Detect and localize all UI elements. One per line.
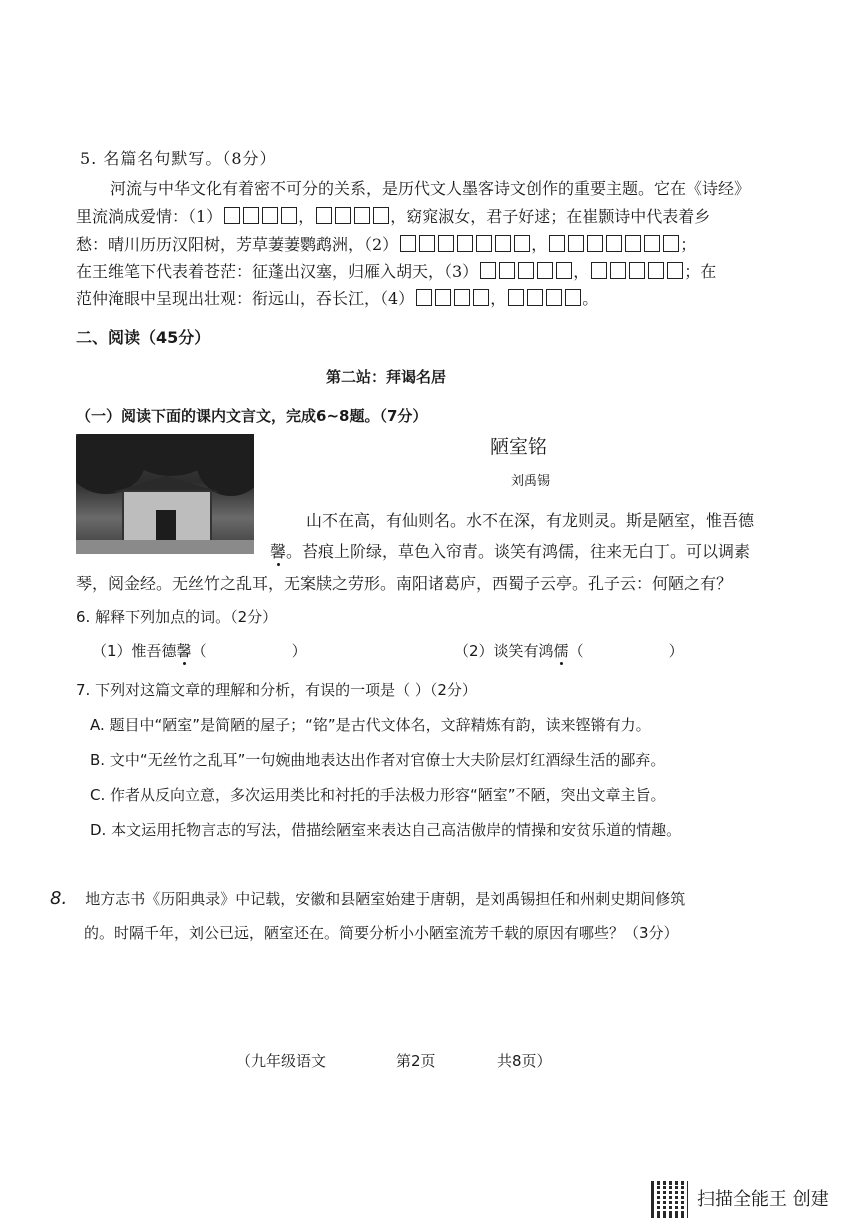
question-6-stem: 6. 解释下列加点的词。（2分）	[76, 608, 278, 626]
poem-title: 陋室铭	[490, 436, 548, 458]
q5-line-2: 里流淌成爱情：（1） ， ，窈窕淑女，君子好逑；在崔颢诗中代表着乡	[76, 207, 711, 226]
poem-author: 刘禹锡	[511, 474, 551, 489]
qr-code-icon	[651, 1181, 688, 1218]
question-7-option-d: D. 本文运用托物言志的写法，借描绘陋室来表达自己高洁傲岸的情操和安贫乐道的情趣。	[90, 821, 682, 839]
footer-page: 第2页	[396, 1052, 436, 1070]
question-7-option-a: A. 题目中“陋室”是简陋的屋子；“铭”是古代文体名，文辞精炼有韵，读来铿锵有力。	[90, 716, 651, 734]
question-8-line-1: 8. 地方志书《历阳典录》中记载，安徽和县陋室始建于唐朝，是刘禹锡担任和州刺史期间修筑	[50, 888, 686, 909]
lou-shi-photo	[76, 434, 254, 554]
q5-line-3: 愁：晴川历历汉阳树，芳草萋萋鹦鹉洲，（2） ， ；	[76, 235, 697, 254]
poem-line-3: 琴，阅金经。无丝竹之乱耳，无案牍之劳形。南阳诸葛庐，西蜀子云亭。孔子云：何陋之有？	[76, 574, 733, 593]
station-heading: 第二站：拜谒名居	[326, 368, 447, 386]
question-6-item-1: （1）惟吾德馨（ ）	[92, 642, 307, 660]
question-7-stem: 7. 下列对这篇文章的理解和分析，有误的一项是（ ）（2分）	[76, 681, 477, 699]
scanner-watermark: 扫描全能王 创建	[697, 1189, 829, 1210]
poem-line-2: 馨。苔痕上阶绿，草色入帘青。谈笑有鸿儒，往来无白丁。可以调素	[270, 542, 751, 561]
footer-total: 共8页）	[497, 1052, 552, 1070]
question-8-line-2: 的。时隔千年，刘公已远，陋室还在。简要分析小小陋室流芳千载的原因有哪些？（3分）	[84, 924, 679, 942]
question-7-option-c: C. 作者从反向立意，多次运用类比和衬托的手法极力形容“陋室”不陋，突出文章主旨。	[90, 786, 666, 804]
footer-subject: （九年级语文	[236, 1052, 327, 1070]
question-7-option-b: B. 文中“无丝竹之乱耳”一句婉曲地表达出作者对官僚士大夫阶层灯红酒绿生活的鄙弃。	[90, 751, 666, 769]
question-6-item-2: （2）谈笑有鸿儒（ ）	[454, 642, 684, 660]
section-2-heading: 二、阅读（45分）	[76, 328, 211, 347]
part-1-instruction: （一）阅读下面的课内文言文，完成6~8题。（7分）	[76, 407, 428, 425]
q5-line-4: 在王维笔下代表着苍茫：征蓬出汉塞，归雁入胡天，（3） ， ；在	[76, 262, 717, 281]
question-5-title: 5. 名篇名句默写。（8分）	[80, 149, 277, 168]
poem-line-1: 山不在高，有仙则名。水不在深，有龙则灵。斯是陋室，惟吾德	[306, 511, 755, 530]
q5-line-5: 范仲淹眼中呈现出壮观：衔远山，吞长江，（4） ， 。	[76, 289, 599, 308]
q5-line-1: 河流与中华文化有着密不可分的关系，是历代文人墨客诗文创作的重要主题。它在《诗经》	[110, 179, 751, 198]
